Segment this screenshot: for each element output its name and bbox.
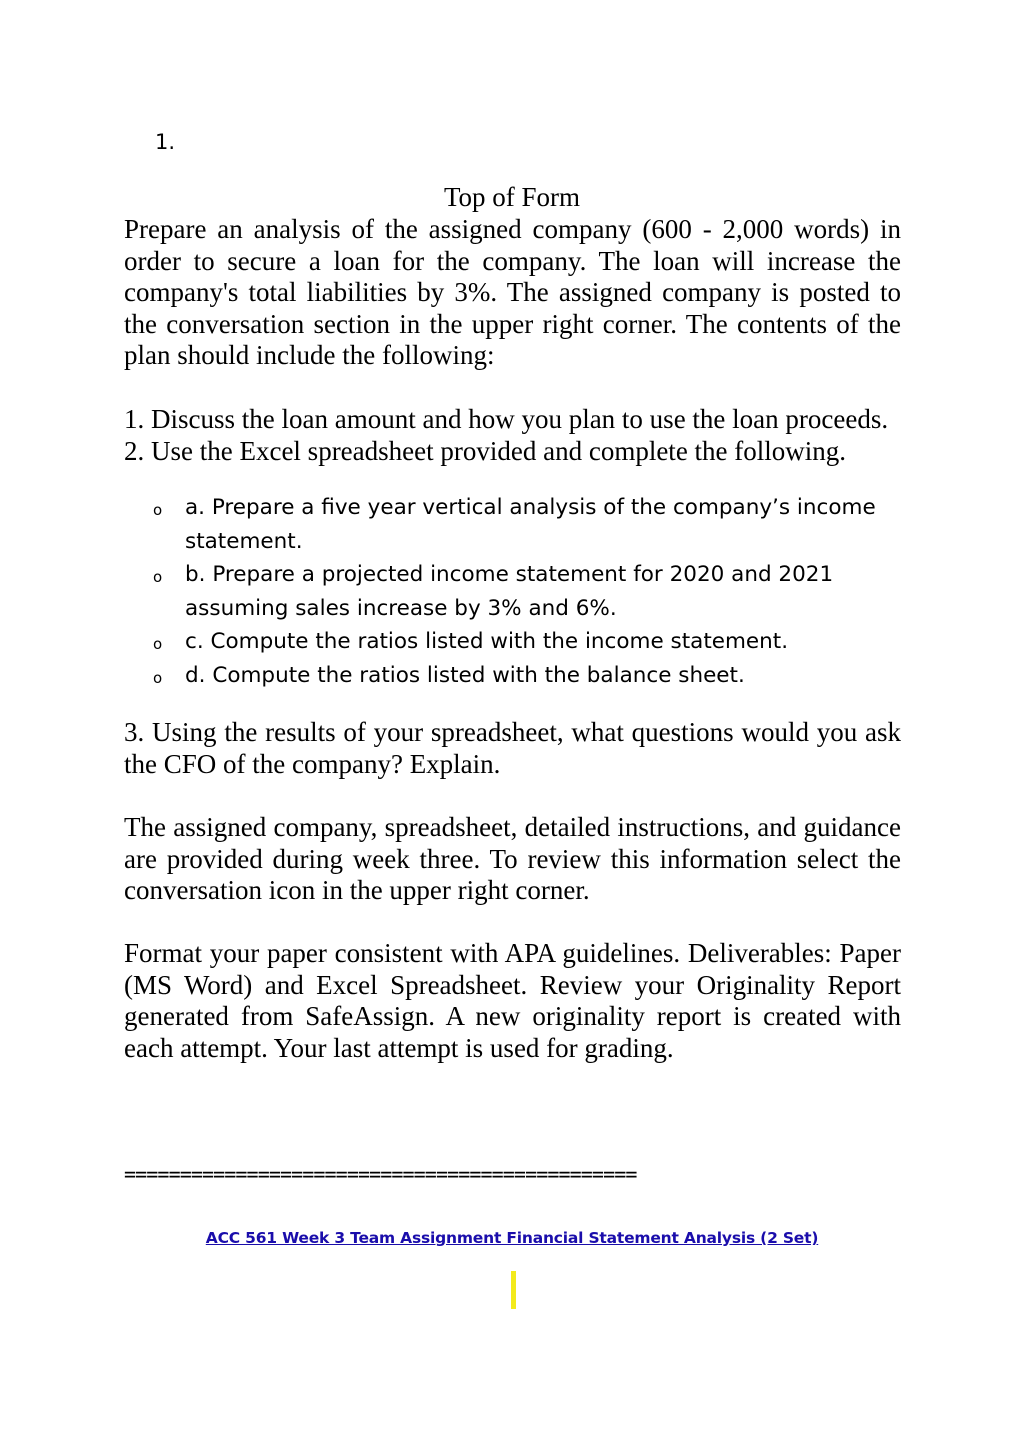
- steps-list: [124, 404, 901, 467]
- subtask-item: [150, 625, 900, 659]
- separator-line: ==============================================: [124, 1162, 637, 1186]
- item-number: 1.: [155, 130, 176, 154]
- subtask-item: [150, 558, 900, 625]
- question-paragraph: 3. Using the results of your spreadsheet, what questions would you ask the CFO of the company? Explain.: [124, 717, 901, 779]
- subtask-text: b. Prepare a projected income statement for 2020 and 2021 assuming sales increase by 3% and 6%.: [185, 562, 834, 621]
- bullet-icon: o: [153, 568, 163, 586]
- subtask-text: d. Compute the ratios listed with the balance sheet.: [185, 662, 745, 688]
- bullet-icon: o: [153, 501, 163, 519]
- step-item: 2. Use the Excel spreadsheet provided and complete the following.: [124, 435, 847, 466]
- bullet-icon: o: [153, 635, 163, 653]
- guidance-paragraph: The assigned company, spreadsheet, detailed instructions, and guidance are provided during week three. To review this information select the conversation icon in the upper right corner.: [124, 812, 901, 905]
- subtask-text: a. Prepare a five year vertical analysis of the company’s income statement.: [185, 495, 876, 554]
- text-cursor-highlight: [511, 1271, 516, 1309]
- step-item: 1. Discuss the loan amount and how you plan to use the loan proceeds.: [124, 404, 889, 434]
- subtask-text: c. Compute the ratios listed with the income statement.: [185, 629, 789, 654]
- subtask-item: [150, 659, 900, 693]
- subtask-item: [150, 491, 900, 558]
- intro-paragraph: Prepare an analysis of the assigned company (600 - 2,000 words) in order to secure a loan for the company. The loan will increase the company's total liabilities by 3%. The assigned company is posted to the conversation section in the upper right corner. The contents of the plan should include the following:: [124, 214, 901, 370]
- form-top-label: Top of Form: [443, 182, 581, 212]
- assignment-link[interactable]: ACC 561 Week 3 Team Assignment Financial Statement Analysis (2 Set): [205, 1229, 819, 1247]
- subtask-list: [150, 491, 910, 692]
- format-paragraph: Format your paper consistent with APA guidelines. Deliverables: Paper (MS Word) and Excel Spreadsheet. Review your Originality Report generated from SafeAssign. A new originality report is created with each attempt. Your last attempt is used for grading.: [124, 938, 901, 1063]
- bullet-icon: o: [153, 668, 163, 687]
